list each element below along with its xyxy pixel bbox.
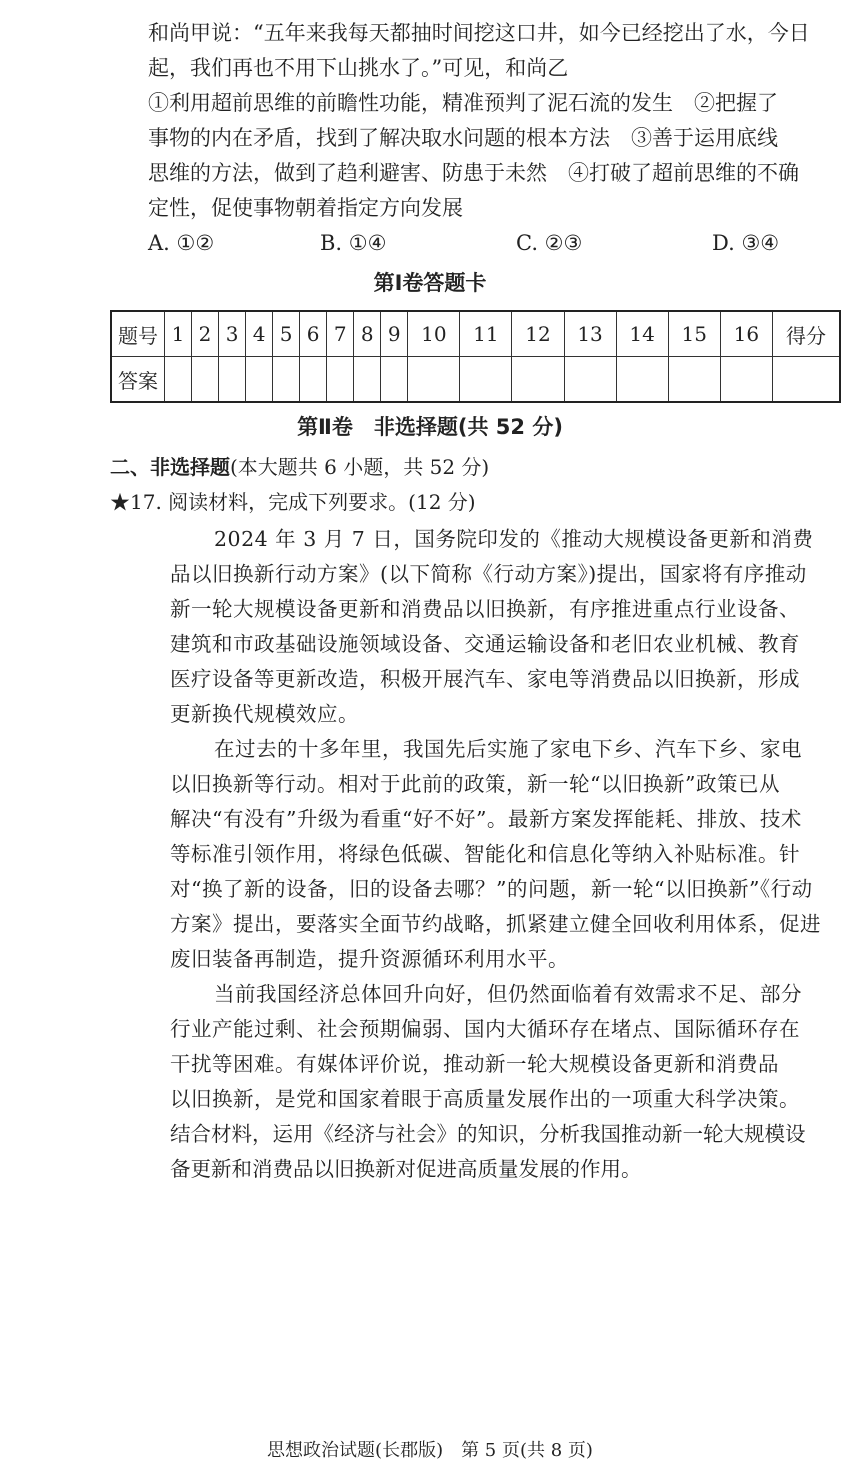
material-line: 以旧换新，是党和国家着眼于高质量发展作出的一项重大科学决策。 bbox=[170, 1087, 800, 1111]
material-line: 废旧装备再制造，提升资源循环利用水平。 bbox=[170, 947, 569, 971]
question-line: 和尚甲说：“五年来我每天都抽时间挖这口井，如今已经挖出了水，今日 bbox=[148, 21, 810, 45]
question-number: 13 bbox=[564, 311, 616, 357]
material-line: 对“换了新的设备，旧的设备去哪？”的问题，新一轮“以旧换新”《行动 bbox=[170, 877, 813, 901]
question-number: 16 bbox=[720, 311, 772, 357]
answer-cell[interactable] bbox=[327, 357, 354, 403]
question-number: 7 bbox=[327, 311, 354, 357]
question-number: 15 bbox=[668, 311, 720, 357]
answer-card-title: 第Ⅰ卷答题卡 bbox=[373, 271, 487, 295]
answer-cell[interactable] bbox=[300, 357, 327, 403]
material-line: 干扰等困难。有媒体评价说，推动新一轮大规模设备更新和消费品 bbox=[170, 1052, 779, 1076]
answer-cell[interactable] bbox=[354, 357, 381, 403]
answer-cell[interactable] bbox=[512, 357, 564, 403]
material-line: 方案》提出，要落实全面节约战略，抓紧建立健全回收利用体系，促进 bbox=[170, 912, 821, 936]
question-number: 1 bbox=[165, 311, 192, 357]
answer-cell[interactable] bbox=[408, 357, 460, 403]
task-line: 结合材料，运用《经济与社会》的知识，分析我国推动新一轮大规模设 bbox=[170, 1122, 806, 1146]
question-number: 3 bbox=[219, 311, 246, 357]
section-heading bbox=[110, 452, 489, 482]
question-number: 10 bbox=[408, 311, 460, 357]
answer-cell[interactable] bbox=[564, 357, 616, 403]
question-line: ①利用超前思维的前瞻性功能，精准预判了泥石流的发生 ②把握了 bbox=[148, 91, 778, 115]
question-number: 14 bbox=[616, 311, 668, 357]
task-line: 备更新和消费品以旧换新对促进高质量发展的作用。 bbox=[170, 1157, 642, 1181]
page-footer: 思想政治试题(长郡版) 第 5 页(共 8 页) bbox=[267, 1440, 593, 1461]
option-d: D. ③④ bbox=[712, 231, 780, 255]
question-line: 定性，促使事物朝着指定方向发展 bbox=[148, 196, 463, 220]
score-label: 得分 bbox=[773, 311, 841, 357]
question-line: 思维的方法，做到了趋利避害、防患于未然 ④打破了超前思维的不确 bbox=[148, 161, 799, 185]
question-number: 12 bbox=[512, 311, 564, 357]
answer-card-answer-row bbox=[111, 357, 840, 403]
row-label-answer: 答案 bbox=[111, 357, 165, 403]
row-label-number: 题号 bbox=[111, 311, 165, 357]
answer-cell[interactable] bbox=[381, 357, 408, 403]
option-c: C. ②③ bbox=[516, 231, 583, 255]
answer-card-number-row bbox=[111, 311, 840, 357]
material-line: 建筑和市政基础设施领域设备、交通运输设备和老旧农业机械、教育 bbox=[170, 632, 800, 656]
section-note: (本大题共 6 小题，共 52 分) bbox=[230, 455, 490, 479]
question-number: 6 bbox=[300, 311, 327, 357]
question-line: 事物的内在矛盾，找到了解决取水问题的根本方法 ③善于运用底线 bbox=[148, 126, 778, 150]
answer-cell[interactable] bbox=[273, 357, 300, 403]
question-line: 起，我们再也不用下山挑水了。”可见，和尚乙 bbox=[148, 56, 569, 80]
answer-cell[interactable] bbox=[668, 357, 720, 403]
material-line: 品以旧换新行动方案》(以下简称《行动方案》)提出，国家将有序推动 bbox=[170, 562, 807, 586]
q17-title: ★17. 阅读材料，完成下列要求。(12 分) bbox=[110, 490, 476, 514]
answer-card-table bbox=[110, 310, 841, 403]
question-number: 2 bbox=[192, 311, 219, 357]
material-line: 新一轮大规模设备更新和消费品以旧换新，有序推进重点行业设备、 bbox=[170, 597, 800, 621]
material-line: 解决“有没有”升级为看重“好不好”。最新方案发挥能耗、排放、技术 bbox=[170, 807, 802, 831]
answer-cell[interactable] bbox=[460, 357, 512, 403]
section-label: 二、非选择题 bbox=[110, 455, 230, 479]
question-number: 11 bbox=[460, 311, 512, 357]
score-cell[interactable] bbox=[773, 357, 841, 403]
answer-cell[interactable] bbox=[720, 357, 772, 403]
material-line: 行业产能过剩、社会预期偏弱、国内大循环存在堵点、国际循环存在 bbox=[170, 1017, 800, 1041]
question-number: 4 bbox=[246, 311, 273, 357]
option-b: B. ①④ bbox=[320, 231, 387, 255]
question-number: 5 bbox=[273, 311, 300, 357]
material-line: 当前我国经济总体回升向好，但仍然面临着有效需求不足、部分 bbox=[214, 982, 802, 1006]
answer-cell[interactable] bbox=[165, 357, 192, 403]
answer-cell[interactable] bbox=[246, 357, 273, 403]
question-number: 9 bbox=[381, 311, 408, 357]
material-line: 等标准引领作用，将绿色低碳、智能化和信息化等纳入补贴标准。针 bbox=[170, 842, 800, 866]
question-number: 8 bbox=[354, 311, 381, 357]
material-line: 医疗设备等更新改造，积极开展汽车、家电等消费品以旧换新，形成 bbox=[170, 667, 800, 691]
material-line: 2024 年 3 月 7 日，国务院印发的《推动大规模设备更新和消费 bbox=[214, 527, 814, 551]
material-line: 以旧换新等行动。相对于此前的政策，新一轮“以旧换新”政策已从 bbox=[170, 772, 780, 796]
material-line: 更新换代规模效应。 bbox=[170, 702, 359, 726]
material-line: 在过去的十多年里，我国先后实施了家电下乡、汽车下乡、家电 bbox=[214, 737, 802, 761]
option-a: A. ①② bbox=[148, 231, 215, 255]
answer-cell[interactable] bbox=[616, 357, 668, 403]
part2-title: 第Ⅱ卷 非选择题(共 52 分) bbox=[297, 415, 563, 439]
answer-cell[interactable] bbox=[219, 357, 246, 403]
answer-cell[interactable] bbox=[192, 357, 219, 403]
